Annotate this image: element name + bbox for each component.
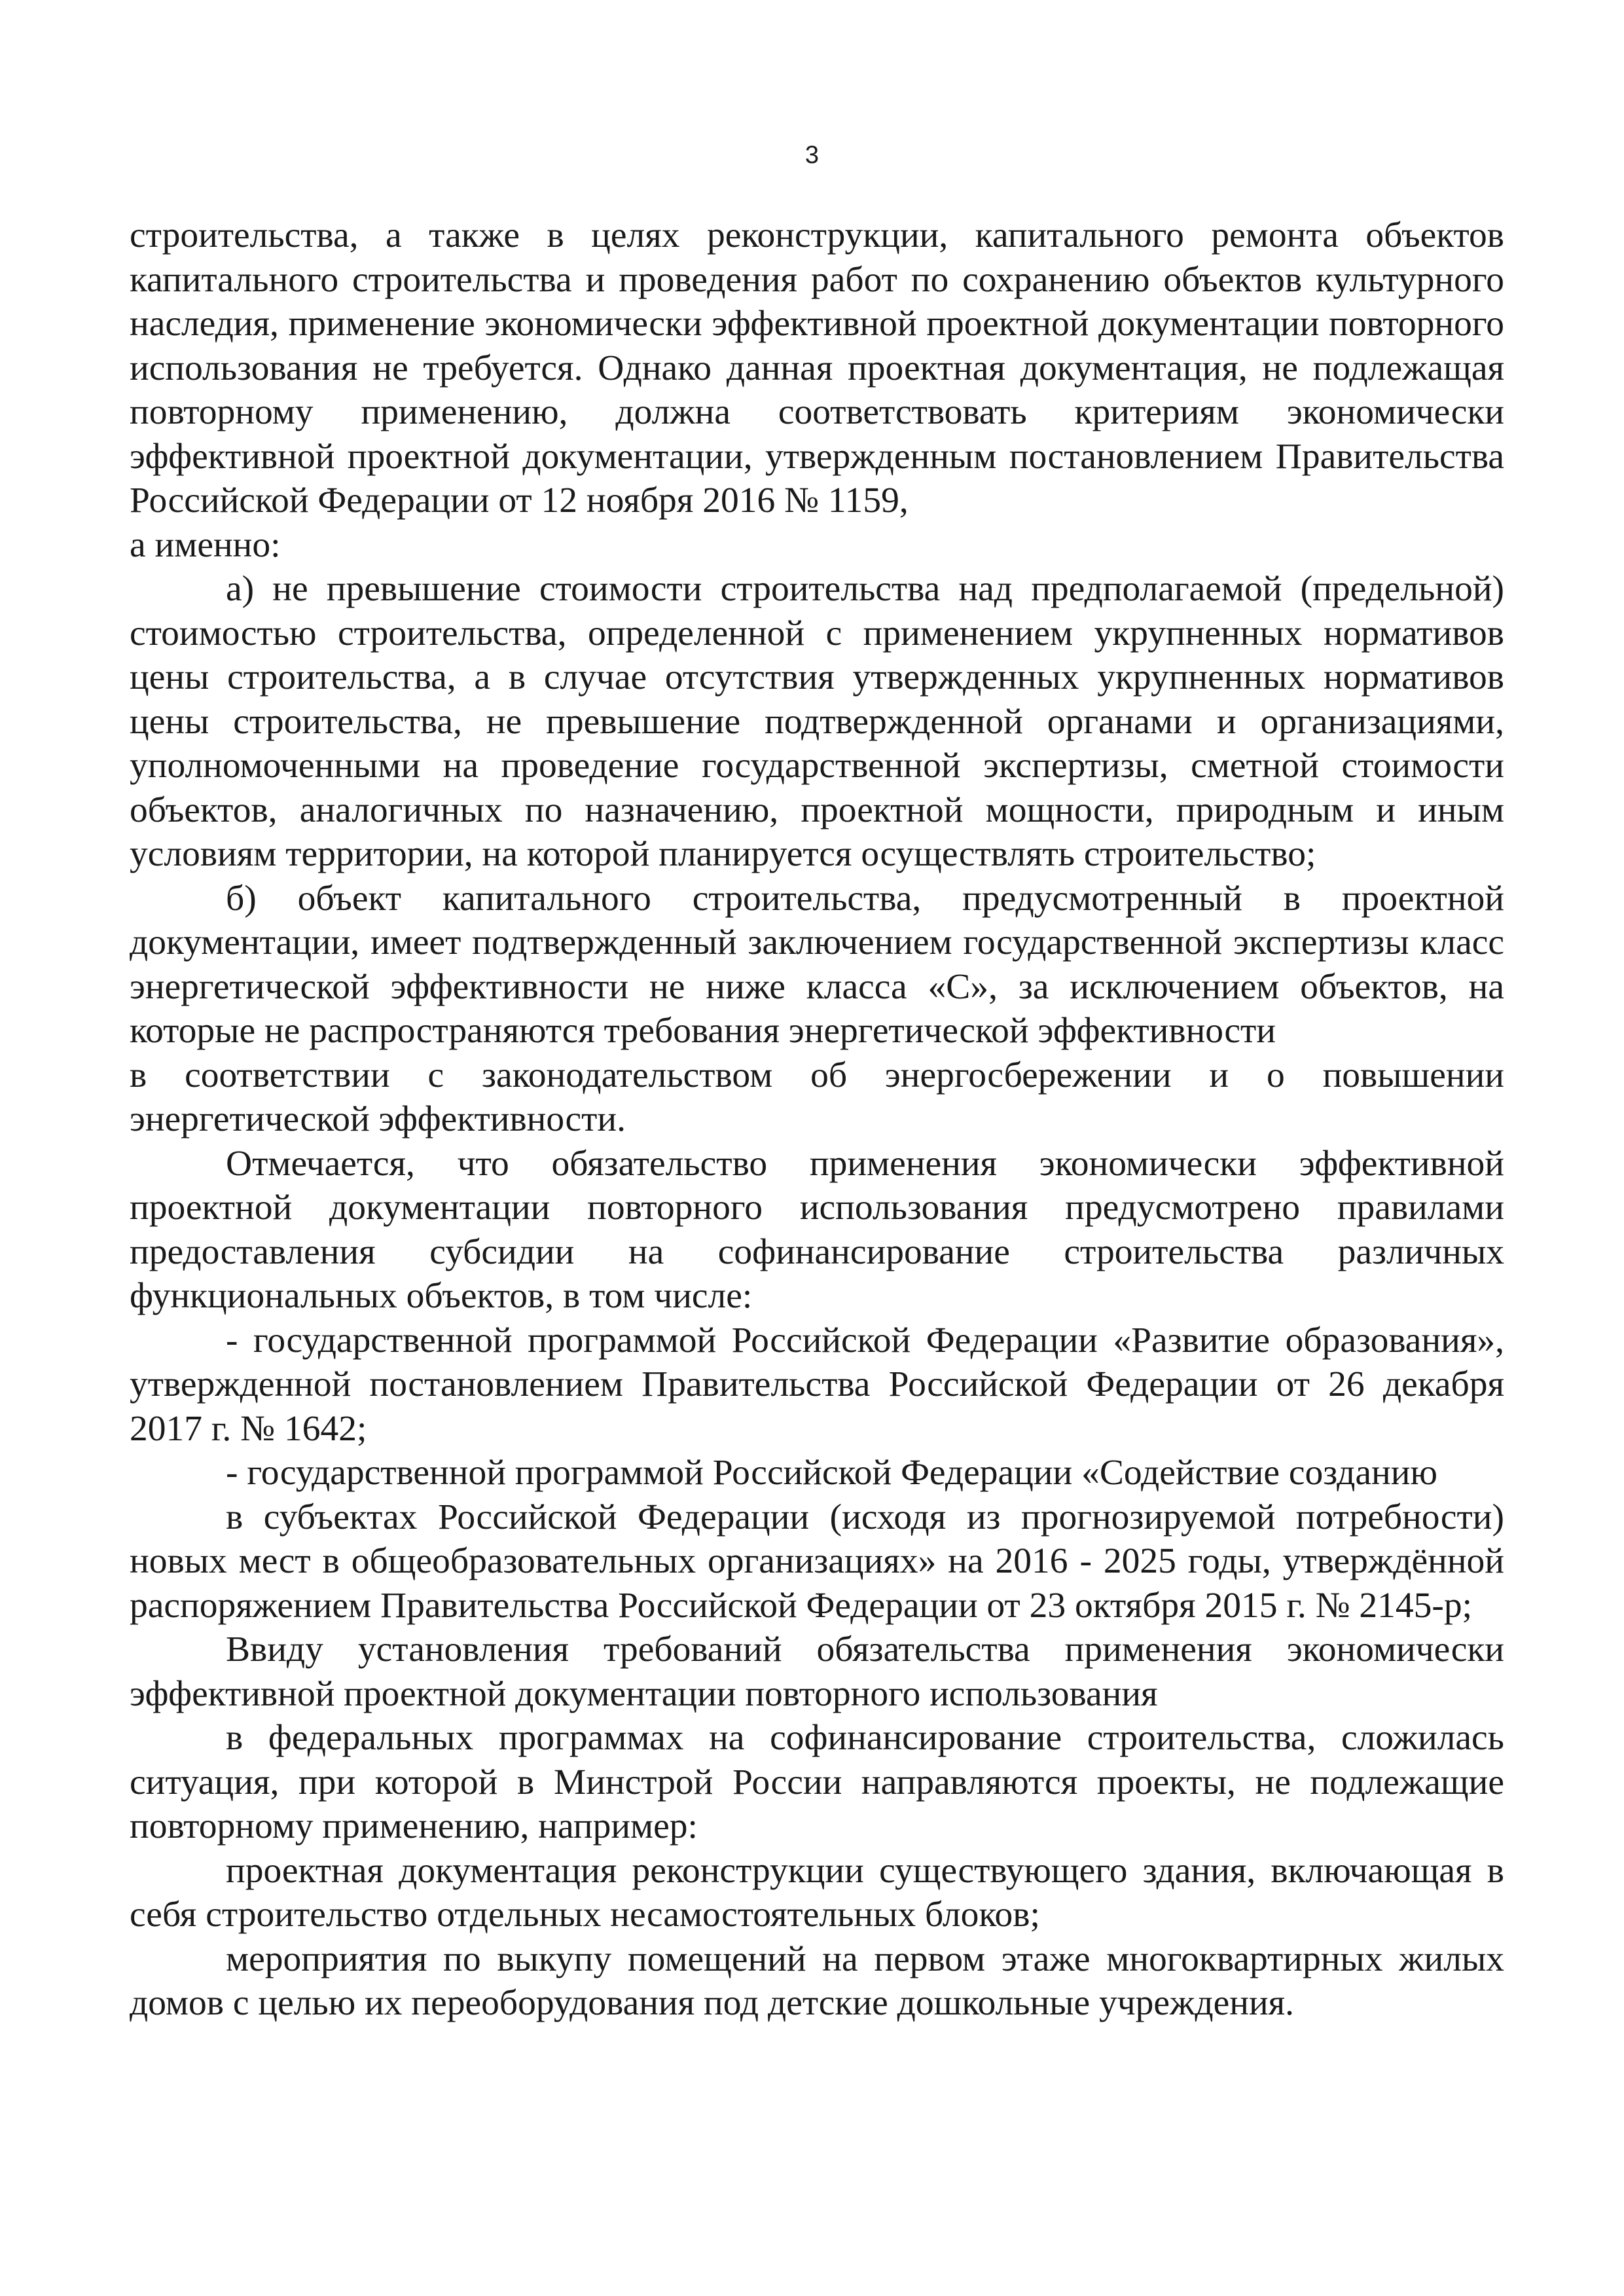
paragraph-item-a: а) не превышение стоимости строительства над предполагаемой (предельной) стоимостью строительства, определенной с применением укрупненных нормативов цены строительства, а в случае отсутствия утвержденных укрупненных нормативов цены строительства, не превышение подтвержденной органами и организациями, уполномоченными на проведение государственной экспертизы, сметной стоимости объектов, аналогичных по назначению, проектной мощности, природным и иным условиям территории, на которой планируется осуществлять строительство;	[130, 569, 1504, 874]
paragraph: в соответствии с законодательством об энергосбережении и о повышении энергетической эффективности.	[130, 1055, 1504, 1139]
list-item: - государственной программой Российской Федерации «Развитие образования», утвержденной постановлением Правительства Российской Федерации от 26 декабря 2017 г. № 1642;	[130, 1320, 1504, 1449]
paragraph: в субъектах Российской Федерации (исходя из прогнозируемой потребности) новых мест в общеобразовательных организациях» на 2016 - 2025 годы, утверждённой распоряжением Правительства Российской Федерации от 23 октября 2015 г. № 2145-р;	[130, 1497, 1504, 1626]
list-item: - государственной программой Российской Федерации «Содействие созданию	[226, 1453, 1437, 1493]
paragraph-item-b: б) объект капитального строительства, предусмотренный в проектной документации, имеет подтвержденный заключением государственной экспертизы класс энергетической эффективности не ниже класса «С», за исключением объектов, на которые не распространяются требования энергетической эффективности	[130, 878, 1504, 1051]
paragraph: строительства, а также в целях реконструкции, капитального ремонта объектов капитального строительства и проведения работ по сохранению объектов культурного наследия, применение экономически эффективной проектной документации повторного использования не требуется. Однако данная проектная документация, не подлежащая повторному применению, должна соответствовать критериям экономически эффективной проектной документации, утвержденным постановлением Правительства Российской Федерации от 12 ноября 2016 № 1159,	[130, 215, 1504, 520]
list-item: проектная документация реконструкции существующего здания, включающая в себя строительство отдельных несамостоятельных блоков;	[130, 1850, 1504, 1935]
paragraph: а именно:	[130, 524, 281, 565]
paragraph: Отмечается, что обязательство применения экономически эффективной проектной документации повторного использования предусмотрено правилами предоставления субсидии на софинансирование строительства различных функциональных объектов, в том числе:	[130, 1143, 1504, 1316]
document-body	[130, 213, 1504, 2026]
page-number: 3	[804, 141, 820, 169]
list-item: мероприятия по выкупу помещений на первом этаже многоквартирных жилых домов с целью их переоборудования под детские дошкольные учреждения.	[130, 1939, 1504, 2023]
paragraph: в федеральных программах на софинансирование строительства, сложилась ситуация, при которой в Минстрой России направляются проекты, не подлежащие повторному применению, например:	[130, 1718, 1504, 1846]
paragraph: Ввиду установления требований обязательства применения экономически эффективной проектной документации повторного использования	[130, 1630, 1504, 1714]
